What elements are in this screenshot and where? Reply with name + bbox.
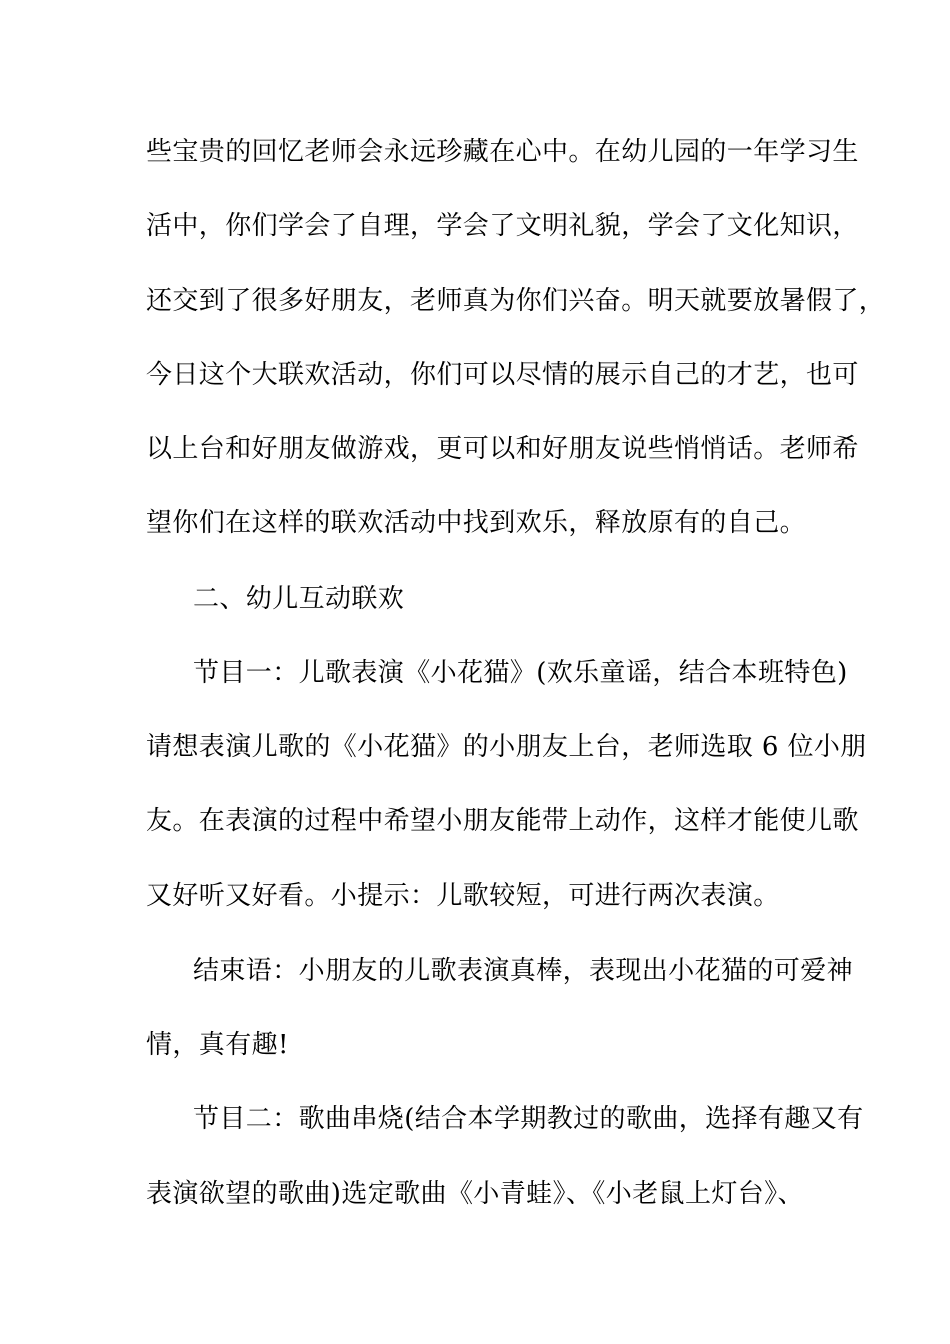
paragraph-line-6: 望你们在这样的联欢活动中找到欢乐，释放原有的自己。 xyxy=(146,508,807,538)
paragraph-line-1: 些宝贵的回忆老师会永远珍藏在心中。在幼儿园的一年学习生 xyxy=(146,137,859,167)
paragraph-line-10: 友。在表演的过程中希望小朋友能带上动作，这样才能使儿歌 xyxy=(146,806,859,836)
paragraph-line-11: 又好听又好看。小提示：儿歌较短，可进行两次表演。 xyxy=(146,881,780,911)
paragraph-line-9: 请想表演儿歌的《小花猫》的小朋友上台，老师选取 6 位小朋 xyxy=(146,732,867,762)
paragraph-line-15: 表演欲望的歌曲)选定歌曲《小青蛙》、《小老鼠上灯台》、 xyxy=(146,1179,804,1209)
closing-remark-line-1: 结束语：小朋友的儿歌表演真棒，表现出小花猫的可爱神 xyxy=(193,956,854,986)
program-one-title: 节目一：儿歌表演《小花猫》(欢乐童谣，结合本班特色) xyxy=(193,658,848,688)
section-heading: 二、幼儿互动联欢 xyxy=(193,584,405,614)
paragraph-line-4: 今日这个大联欢活动，你们可以尽情的展示自己的才艺，也可 xyxy=(146,360,859,390)
paragraph-line-3: 还交到了很多好朋友，老师真为你们兴奋。明天就要放暑假了， xyxy=(146,286,886,316)
paragraph-line-2: 活中，你们学会了自理，学会了文明礼貌，学会了文化知识， xyxy=(146,211,859,241)
program-two-title: 节目二：歌曲串烧(结合本学期教过的歌曲，选择有趣又有 xyxy=(193,1104,864,1134)
closing-remark-line-2: 情，真有趣! xyxy=(146,1030,289,1060)
paragraph-line-5: 以上台和好朋友做游戏，更可以和好朋友说些悄悄话。老师希 xyxy=(146,434,859,464)
